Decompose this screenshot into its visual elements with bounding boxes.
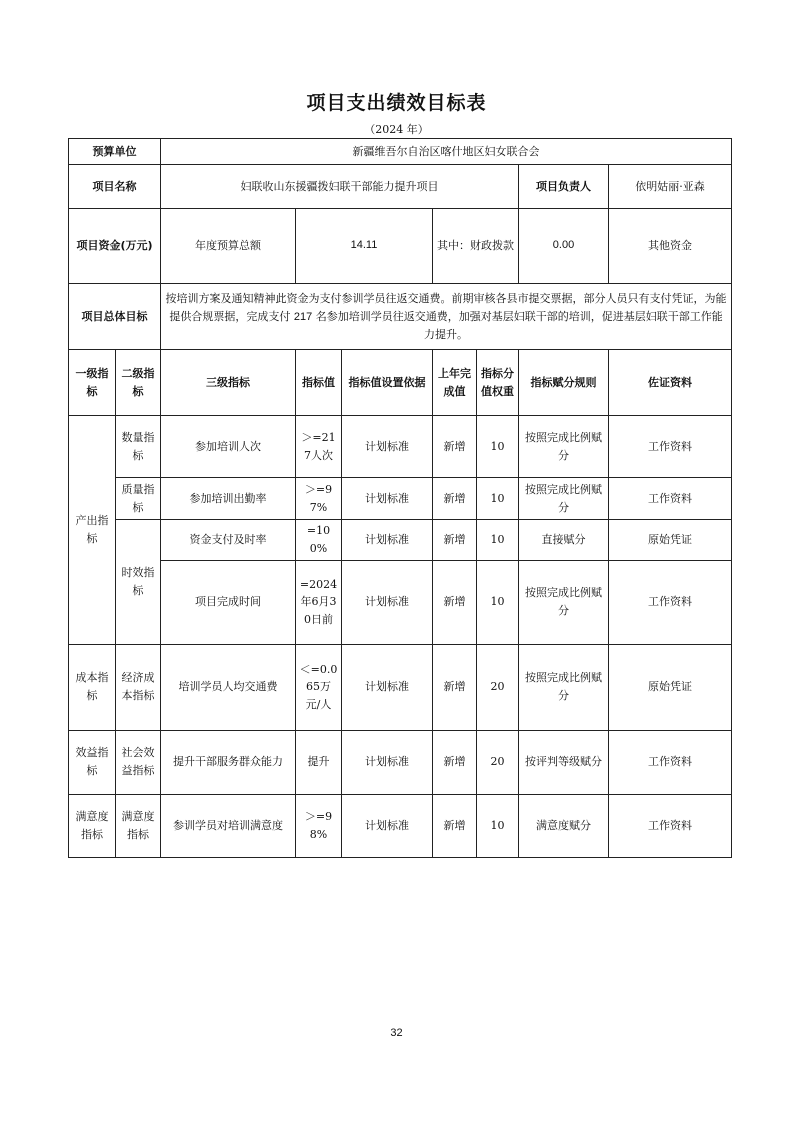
subgroup-social-benefit: 社会效益指标 xyxy=(116,730,161,794)
row-last-year: 新增 xyxy=(433,730,477,794)
header-rule: 指标赋分规则 xyxy=(519,350,609,416)
overall-goal-row xyxy=(69,284,732,350)
annual-budget-value: 14.11 xyxy=(296,209,433,284)
row-evidence: 工作资料 xyxy=(609,794,732,857)
table-row xyxy=(69,520,732,560)
row-weight: 20 xyxy=(477,730,519,794)
overall-goal-part2: 名参加培训学员往返交通费，加强对基层妇联干部的培训，促进基层妇联干部工作能力提升。 xyxy=(315,309,723,342)
group-cost: 成本指标 xyxy=(69,644,116,730)
budget-unit-row xyxy=(69,139,732,165)
performance-target-table xyxy=(68,138,732,858)
header-level3: 三级指标 xyxy=(161,350,296,416)
row-indicator: 参加培训出勤率 xyxy=(161,478,296,520)
budget-unit-value: 新疆维吾尔自治区喀什地区妇女联合会 xyxy=(161,139,732,165)
row-value: 提升 xyxy=(296,730,342,794)
subgroup-timeliness: 时效指标 xyxy=(116,520,161,644)
row-indicator: 参训学员对培训满意度 xyxy=(161,794,296,857)
row-rule: 按照完成比例赋分 xyxy=(519,644,609,730)
table-row xyxy=(69,644,732,730)
header-value: 指标值 xyxy=(296,350,342,416)
project-name-value: 妇联收山东援疆拨妇联干部能力提升项目 xyxy=(161,165,519,209)
table-row xyxy=(69,478,732,520)
indicator-header-row xyxy=(69,350,732,416)
project-leader-value: 依明姑丽·亚森 xyxy=(609,165,732,209)
row-last-year: 新增 xyxy=(433,520,477,560)
project-name-row xyxy=(69,165,732,209)
row-rule: 直接赋分 xyxy=(519,520,609,560)
row-indicator: 资金支付及时率 xyxy=(161,520,296,560)
row-rule: 满意度赋分 xyxy=(519,794,609,857)
subgroup-quality: 质量指标 xyxy=(116,478,161,520)
table-row xyxy=(69,730,732,794)
row-basis: 计划标准 xyxy=(342,416,433,478)
row-indicator: 参加培训人次 xyxy=(161,416,296,478)
row-value: =2024年6月30日前 xyxy=(296,560,342,644)
row-rule: 按照完成比例赋分 xyxy=(519,478,609,520)
project-name-label: 项目名称 xyxy=(69,165,161,209)
project-funds-row xyxy=(69,209,732,284)
page-title: 项目支出绩效目标表 xyxy=(306,92,487,114)
row-value: ＞=98% xyxy=(296,794,342,857)
row-basis: 计划标准 xyxy=(342,794,433,857)
row-basis: 计划标准 xyxy=(342,730,433,794)
row-evidence: 原始凭证 xyxy=(609,644,732,730)
table-row xyxy=(69,794,732,857)
row-value: ＞=97% xyxy=(296,478,342,520)
overall-goal-label: 项目总体目标 xyxy=(69,284,161,350)
row-indicator: 培训学员人均交通费 xyxy=(161,644,296,730)
row-evidence: 工作资料 xyxy=(609,478,732,520)
row-rule: 按照完成比例赋分 xyxy=(519,416,609,478)
budget-unit-label: 预算单位 xyxy=(69,139,161,165)
row-weight: 10 xyxy=(477,794,519,857)
header-evidence: 佐证资料 xyxy=(609,350,732,416)
header-weight: 指标分值权重 xyxy=(477,350,519,416)
row-evidence: 工作资料 xyxy=(609,416,732,478)
subgroup-quantity: 数量指标 xyxy=(116,416,161,478)
row-value: ＞=217人次 xyxy=(296,416,342,478)
group-output: 产出指标 xyxy=(69,416,116,644)
row-basis: 计划标准 xyxy=(342,520,433,560)
row-weight: 20 xyxy=(477,644,519,730)
row-last-year: 新增 xyxy=(433,416,477,478)
project-leader-label: 项目负责人 xyxy=(519,165,609,209)
page-number: 32 xyxy=(390,1027,403,1039)
header-level1: 一级指标 xyxy=(69,350,116,416)
group-benefit: 效益指标 xyxy=(69,730,116,794)
row-last-year: 新增 xyxy=(433,478,477,520)
row-evidence: 原始凭证 xyxy=(609,520,732,560)
row-basis: 计划标准 xyxy=(342,644,433,730)
row-last-year: 新增 xyxy=(433,644,477,730)
row-rule: 按照完成比例赋分 xyxy=(519,560,609,644)
row-rule: 按评判等级赋分 xyxy=(519,730,609,794)
row-evidence: 工作资料 xyxy=(609,560,732,644)
row-evidence: 工作资料 xyxy=(609,730,732,794)
table-row xyxy=(69,560,732,644)
fiscal-allocation-value: 0.00 xyxy=(519,209,609,284)
fiscal-allocation-label: 其中：财政拨款 xyxy=(433,209,519,284)
year-label: （2024 年） xyxy=(364,123,429,136)
other-funds-label: 其他资金 xyxy=(609,209,732,284)
row-weight: 10 xyxy=(477,416,519,478)
header-basis: 指标值设置依据 xyxy=(342,350,433,416)
annual-budget-label: 年度预算总额 xyxy=(161,209,296,284)
row-basis: 计划标准 xyxy=(342,478,433,520)
table-row xyxy=(69,416,732,478)
header-last-year: 上年完成值 xyxy=(433,350,477,416)
subgroup-satisfaction: 满意度指标 xyxy=(116,794,161,857)
overall-goal-number: 217 xyxy=(293,310,313,323)
overall-goal-text xyxy=(161,284,732,350)
project-funds-label: 项目资金(万元) xyxy=(69,209,161,284)
row-basis: 计划标准 xyxy=(342,560,433,644)
row-value: ＜=0.065万元/人 xyxy=(296,644,342,730)
overall-goal-part1: 按培训方案及通知精神此资金为支付参训学员往返交通费。前期审核各县市提交票据，部分人员只有支付凭证，为能提供合规票据，完成支付 xyxy=(165,291,727,323)
row-indicator: 项目完成时间 xyxy=(161,560,296,644)
group-satisfaction: 满意度指标 xyxy=(69,794,116,857)
subgroup-economic-cost: 经济成本指标 xyxy=(116,644,161,730)
row-value: =100% xyxy=(296,520,342,560)
row-weight: 10 xyxy=(477,560,519,644)
row-last-year: 新增 xyxy=(433,560,477,644)
row-indicator: 提升干部服务群众能力 xyxy=(161,730,296,794)
row-last-year: 新增 xyxy=(433,794,477,857)
row-weight: 10 xyxy=(477,478,519,520)
row-weight: 10 xyxy=(477,520,519,560)
header-level2: 二级指标 xyxy=(116,350,161,416)
